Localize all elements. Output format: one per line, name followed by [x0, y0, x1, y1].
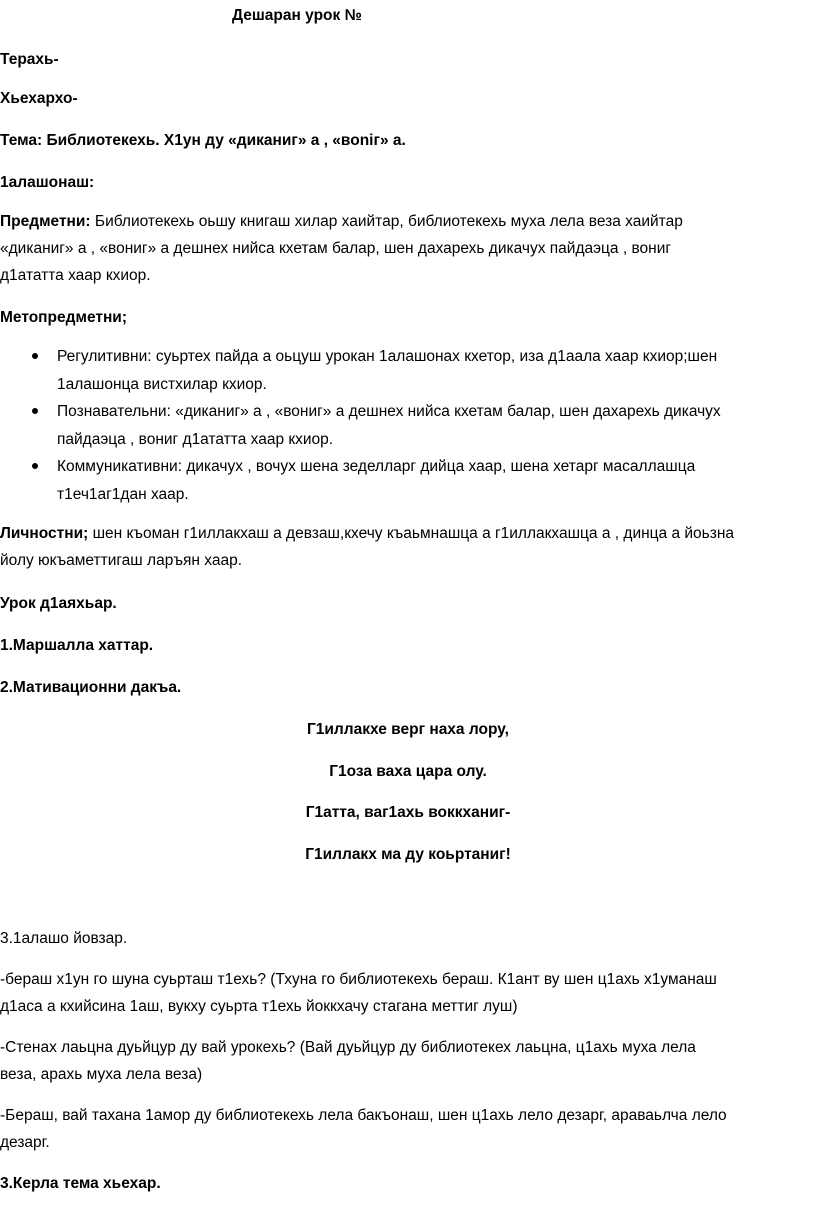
- metasubject-item-1-line-2: 1алашонца вистхилар кхиор.: [57, 376, 267, 393]
- personal-goals-line-2: йолу юкъаметтигаш ларъян хаар.: [0, 552, 243, 569]
- question-3-line-1: -Бераш, вай тахана 1амор ду библиотекехь лела бакъонаш, шен ц1ахь лело дезарг, араваьлча лело: [0, 1107, 727, 1124]
- metasubject-heading: Метопредметни;: [0, 309, 127, 326]
- metasubject-item-3-line-1: Коммуникативни: дикачух , вочух шена зеделларг дийца хаар, шена хетарг масаллашца: [57, 458, 696, 475]
- question-2-line-2: веза, арахь муха лела веза): [0, 1066, 203, 1083]
- bullet-icon: [32, 408, 38, 414]
- subject-goals-line-3: д1ататта хаар кхиор.: [0, 267, 151, 284]
- subject-goals-line-1: [0, 208, 816, 235]
- poem-line-4: Г1иллакх ма ду коьртаниг!: [305, 846, 511, 863]
- lecturer-label: Хьехархо-: [0, 90, 78, 107]
- metasubject-item-1-line-1: Регулитивни: суьртех пайда а оьцуш урокан 1алашонах кхетор, иза д1аала хаар кхиор;шен: [57, 348, 718, 365]
- personal-goals-text-1: шен къоман г1иллакхаш а девзаш,кхечу къаьмнашца а г1иллакхашца а , динца а йоьзна: [88, 525, 735, 542]
- poem-line-1: Г1иллакхе верг наха лору,: [306, 721, 509, 738]
- metasubject-item-2-line-1: Познавательни: «диканиг» а , «вониг» а дешнех нийса кхетам балар, шен дахарехь дикачух: [57, 403, 721, 420]
- personal-goals-label: Личностни;: [0, 525, 89, 542]
- lesson-progress-heading: Урок д1аяхьар.: [0, 595, 117, 612]
- question-2-line-1: -Стенах лаьцна дуьйцур ду вай урокехь? (Вай дуьйцур ду библиотекех лаьцна, ц1ахь муха лела: [0, 1039, 696, 1056]
- step-3: 3.1алашо йовзар.: [0, 930, 128, 947]
- question-3-line-2: дезарг.: [0, 1134, 50, 1151]
- subject-goals-text-1: Библиотекехь оьшу книгаш хилар хаийтар, библиотекехь муха лела веза хаийтар: [90, 213, 683, 230]
- question-1-line-2: д1аса а кхийсина 1аш, вукху суьрта т1ехь йоккхачу стагана меттиг луш): [0, 998, 518, 1015]
- teacher-label: Терахь-: [0, 51, 59, 68]
- bullet-icon: [32, 463, 38, 469]
- step-2: 2.Мативационни дакъа.: [0, 679, 182, 696]
- question-1-line-1: -бераш х1ун го шуна суьрташ т1ехь? (Тхуна го библиотекехь бераш. К1ант ву шен ц1ахь х1уманаш: [0, 971, 717, 988]
- step-4: 3.Керла тема хьехар.: [0, 1175, 161, 1192]
- poem-line-2: Г1оза ваха цара олу.: [329, 763, 487, 780]
- lesson-title: Дешаран урок №: [232, 7, 362, 24]
- metasubject-item-3-line-2: т1еч1аг1дан хаар.: [57, 486, 189, 503]
- subject-goals-line-2: «диканиг» а , «вониг» а дешнех нийса кхетам балар, шен дахарехь дикачух пайдаэца , вониг: [0, 240, 672, 257]
- poem-line-3: Г1атта, ваг1ахь воккханиг-: [305, 804, 511, 821]
- step-1: 1.Маршалла хаттар.: [0, 637, 154, 654]
- goals-heading: 1алашонаш:: [0, 174, 95, 191]
- subject-goals-label: Предметни:: [0, 213, 91, 230]
- bullet-icon: [32, 353, 38, 359]
- topic-line: Тема: Библиотекехь. Х1ун ду «диканиг» а , «воniг» а.: [0, 132, 406, 149]
- metasubject-item-2-line-2: пайдаэца , вониг д1ататта хаар кхиор.: [57, 431, 334, 448]
- personal-goals-line-1: [0, 520, 816, 547]
